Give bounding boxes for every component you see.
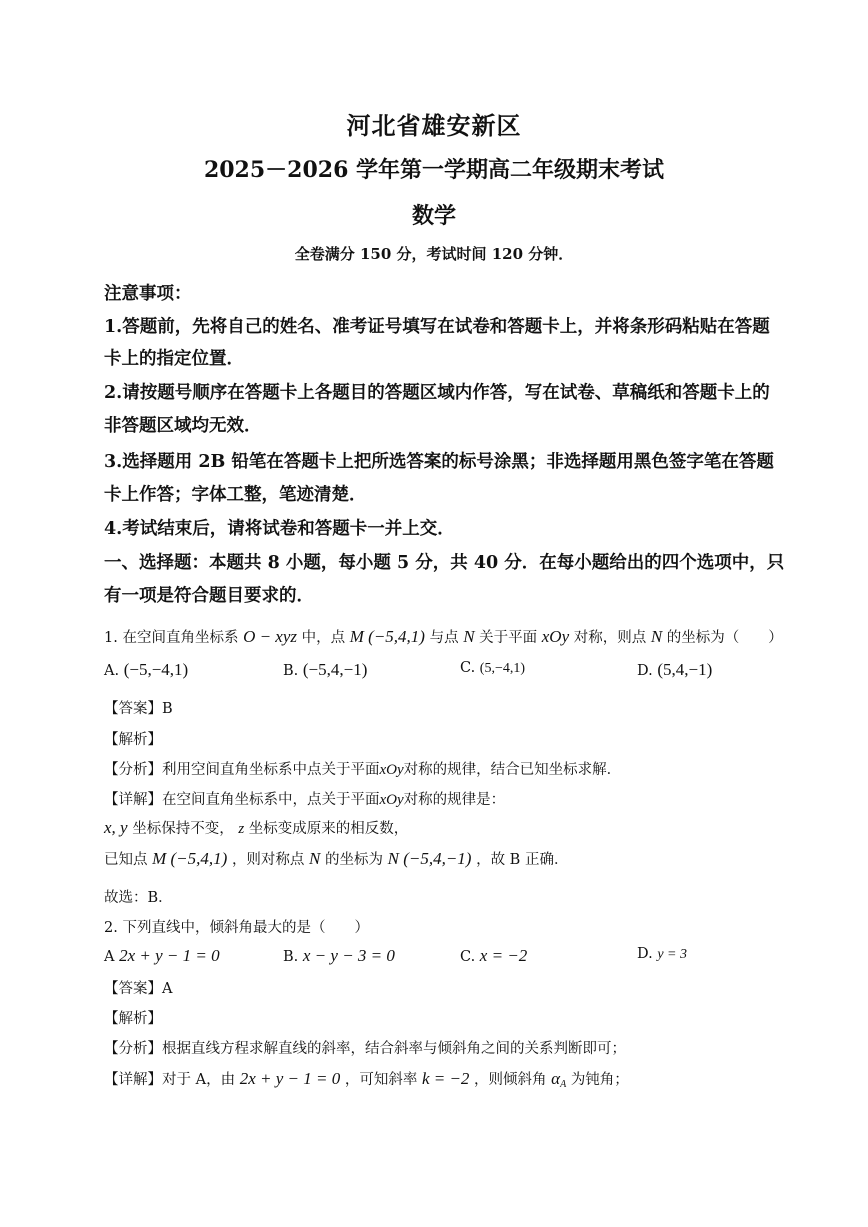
notice-item3-line2: 卡上作答；字体工整，笔迹清楚．	[104, 485, 367, 505]
notice-item2-line2: 非答题区域均无效．	[104, 416, 262, 436]
q1-rule: x, y 坐标保持不变， z 坐标变成原来的相反数，	[104, 818, 409, 837]
q1-math-plane: xOy	[541, 627, 570, 646]
region-title: 河北省雄安新区	[346, 111, 522, 140]
q1-answer: 【答案】B	[104, 701, 173, 717]
notice-item1-line1: 1.答题前，先将自己的姓名、准考证号填写在试卷和答题卡上，并将条形码粘贴在答题	[104, 317, 770, 337]
q1-option-b: B. (−5,4,−1)	[283, 660, 368, 679]
q2-xiangjie: 【详解】对于 A，由 2x + y − 1 = 0 ，可知斜率 k = −2 ，则倾斜角 $\alpha_A$ 为钝角；	[104, 1069, 629, 1090]
q2-option-b: B. x − y − 3 = 0	[283, 946, 395, 965]
subject-title: 数学	[411, 203, 456, 229]
q2-stem: 2. 下列直线中，倾斜角最大的是（ ）	[104, 920, 369, 936]
q1-known: 已知点 M (−5,4,1) ，则对称点 N 的坐标为 N (−5,4,−1) ，故 B 正确．	[104, 849, 569, 868]
q1-option-a: A. (−5,−4,1)	[104, 660, 189, 679]
q1-math-point-n2: N	[650, 627, 663, 646]
notice-item3-line1: 3.选择题用 2B 铅笔在答题卡上把所选答案的标号涂黑；非选择题用黑色签字笔在答题	[104, 452, 774, 472]
q2-option-c: C. x = −2	[460, 946, 528, 965]
q2-answer: 【答案】A	[104, 981, 173, 997]
notice-item2-line1: 2.请按题号顺序在答题卡上各题目的答题区域内作答，写在试卷、草稿纸和答题卡上的	[104, 383, 770, 403]
section1-line1: 一、选择题：本题共 8 小题，每小题 5 分，共 40 分．在每小题给出的四个选项中，只	[104, 553, 785, 573]
q1-choice: 故选：B．	[104, 890, 173, 906]
notice-item4: 4.考试结束后，请将试卷和答题卡一并上交．	[104, 519, 455, 539]
q1-math-coord-system: O − xyz	[243, 627, 298, 646]
q1-stem: 1. 在空间直角坐标系 O − xyz 中，点 M (−5,4,1) 与点 N 关于平面 xOy 对称，则点 N 的坐标为（ ）	[104, 627, 783, 646]
exam-info: 全卷满分 150 分，考试时间 120 分钟．	[294, 245, 574, 263]
q1-option-c: C. (5,−4,1)	[460, 660, 526, 676]
q1-xiangjie: 【详解】在空间直角坐标系中，点关于平面xOy对称的规律是：	[104, 792, 506, 808]
section1-line2: 有一项是符合题目要求的．	[104, 586, 314, 606]
q1-math-point-n: N	[463, 627, 475, 646]
q2-fenxi: 【分析】根据直线方程求解直线的斜率，结合斜率与倾斜角之间的关系判断即可；	[104, 1041, 626, 1057]
q1-fenxi: 【分析】利用空间直角坐标系中点关于平面xOy对称的规律，结合已知坐标求解．	[104, 762, 622, 778]
q1-option-d: D. (5,4,−1)	[637, 660, 713, 679]
q2-analysis-label: 【解析】	[104, 1011, 162, 1027]
notice-heading: 注意事项：	[104, 284, 192, 304]
q1-analysis-label: 【解析】	[104, 732, 162, 748]
exam-title: 2025－2026 学年第一学期高二年级期末考试	[203, 157, 665, 183]
q1-math-point-m: M (−5,4,1)	[349, 627, 425, 646]
notice-item1-line2: 卡上的指定位置．	[104, 349, 244, 369]
q2-option-a: A 2x + y − 1 = 0	[104, 946, 220, 965]
q2-option-d: D. y = 3	[637, 946, 687, 962]
